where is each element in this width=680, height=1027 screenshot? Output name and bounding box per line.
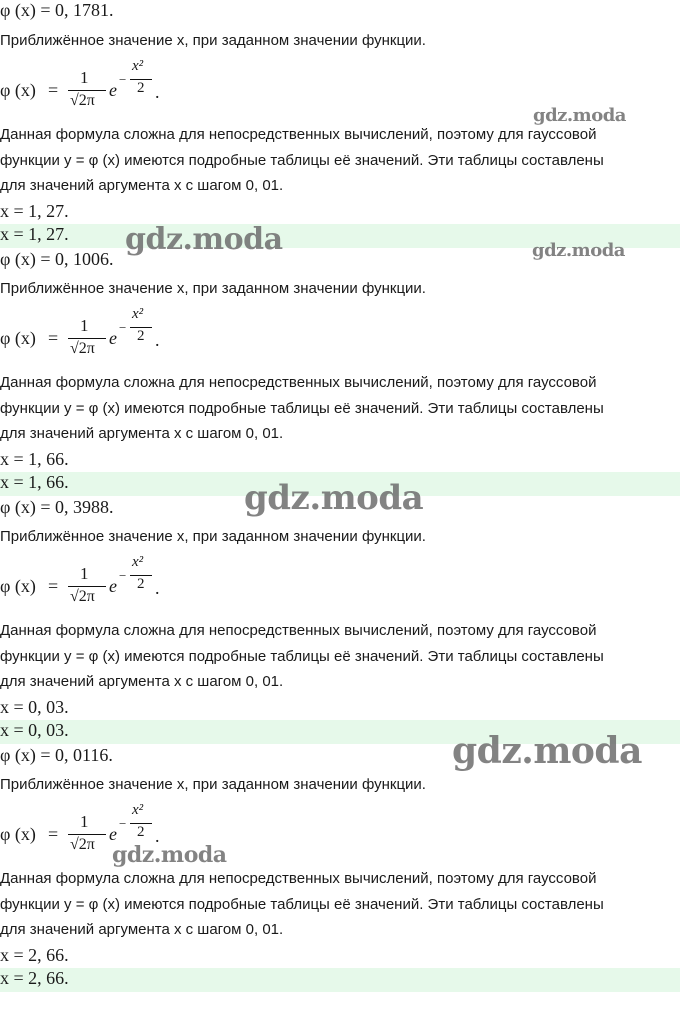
formula-lhs: φ (x) [0, 80, 36, 100]
watermark-logo: gdz.moda [244, 478, 424, 518]
formula-eq: = [48, 80, 59, 100]
formula-lhs: φ (x) [0, 824, 36, 844]
formula-e: e [109, 80, 117, 100]
desc-line-3a: Данная формула сложна для непосредственных вычислений, поэтому для гауссовой [0, 622, 597, 639]
desc-line-1a: Данная формула сложна для непосредственных вычислений, поэтому для гауссовой [0, 126, 597, 143]
watermark-logo: gdz.moda [533, 105, 626, 126]
formula-denominator: √2π [70, 340, 95, 357]
formula-eq: = [48, 824, 59, 844]
formula-eq: = [48, 576, 59, 596]
formula-exp-denominator: 2 [137, 576, 145, 592]
phi-value-3: φ (x) = 0, 3988. [0, 497, 114, 517]
x-value-3: x = 0, 03. [0, 697, 69, 717]
formula-period: . [155, 578, 160, 598]
formula-e: e [109, 576, 117, 596]
desc-line-4b: функции y = φ (x) имеются подробные таблицы её значений. Эти таблицы составлены [0, 896, 604, 913]
desc-line-4c: для значений аргумента x с шагом 0, 01. [0, 921, 284, 938]
formula-numerator: 1 [80, 68, 89, 87]
desc-line-4a: Данная формула сложна для непосредственных вычислений, поэтому для гауссовой [0, 870, 597, 887]
phi-value-2: φ (x) = 0, 1006. [0, 249, 114, 269]
formula-lhs: φ (x) [0, 576, 36, 596]
formula-eq: = [48, 328, 59, 348]
phi-value-4: φ (x) = 0, 0116. [0, 745, 113, 765]
formula-exp-numerator: x² [132, 802, 144, 818]
x-value-2: x = 1, 66. [0, 449, 69, 469]
formula-exp-minus: − [119, 568, 127, 583]
formula-exp-denominator: 2 [137, 80, 145, 96]
approx-text-1: Приближённое значение x, при заданном значении функции. [0, 32, 426, 49]
gauss-formula-2 [0, 306, 200, 378]
phi-value-1: φ (x) = 0, 1781. [0, 0, 114, 20]
watermark-logo: gdz.moda [532, 240, 625, 261]
watermark-logo: gdz.moda [125, 222, 283, 257]
x-answer-4: x = 2, 66. [0, 968, 680, 992]
x-answer-2: x = 1, 66. [0, 472, 680, 496]
gauss-formula-1 [0, 58, 200, 130]
gauss-formula-3 [0, 554, 200, 626]
desc-line-3b: функции y = φ (x) имеются подробные таблицы её значений. Эти таблицы составлены [0, 648, 604, 665]
watermark-logo: gdz.moda [112, 842, 227, 868]
formula-numerator: 1 [80, 316, 89, 335]
desc-line-1c: для значений аргумента x с шагом 0, 01. [0, 177, 284, 194]
formula-exp-numerator: x² [132, 58, 144, 74]
x-answer-3: x = 0, 03. [0, 720, 680, 744]
formula-exp-minus: − [119, 320, 127, 335]
formula-exp-minus: − [119, 816, 127, 831]
approx-text-4: Приближённое значение x, при заданном значении функции. [0, 776, 426, 793]
desc-line-3c: для значений аргумента x с шагом 0, 01. [0, 673, 284, 690]
formula-numerator: 1 [80, 564, 89, 583]
formula-denominator: √2π [70, 92, 95, 109]
formula-e: e [109, 824, 117, 844]
formula-period: . [155, 330, 160, 350]
formula-exp-denominator: 2 [137, 328, 145, 344]
formula-numerator: 1 [80, 812, 89, 831]
formula-exp-numerator: x² [132, 306, 144, 322]
desc-line-1b: функции y = φ (x) имеются подробные таблицы её значений. Эти таблицы составлены [0, 152, 604, 169]
formula-e: e [109, 328, 117, 348]
formula-period: . [155, 826, 160, 846]
formula-exp-denominator: 2 [137, 824, 145, 840]
formula-exp-minus: − [119, 72, 127, 87]
formula-exp-numerator: x² [132, 554, 144, 570]
approx-text-2: Приближённое значение x, при заданном значении функции. [0, 280, 426, 297]
formula-period: . [155, 82, 160, 102]
watermark-logo: gdz.moda [452, 730, 642, 772]
formula-lhs: φ (x) [0, 328, 36, 348]
formula-denominator: √2π [70, 836, 95, 853]
desc-line-2a: Данная формула сложна для непосредственных вычислений, поэтому для гауссовой [0, 374, 597, 391]
x-answer-1: x = 1, 27. [0, 224, 680, 248]
approx-text-3: Приближённое значение x, при заданном значении функции. [0, 528, 426, 545]
desc-line-2c: для значений аргумента x с шагом 0, 01. [0, 425, 284, 442]
x-value-4: x = 2, 66. [0, 945, 69, 965]
desc-line-2b: функции y = φ (x) имеются подробные таблицы её значений. Эти таблицы составлены [0, 400, 604, 417]
formula-denominator: √2π [70, 588, 95, 605]
x-value-1: x = 1, 27. [0, 201, 69, 221]
